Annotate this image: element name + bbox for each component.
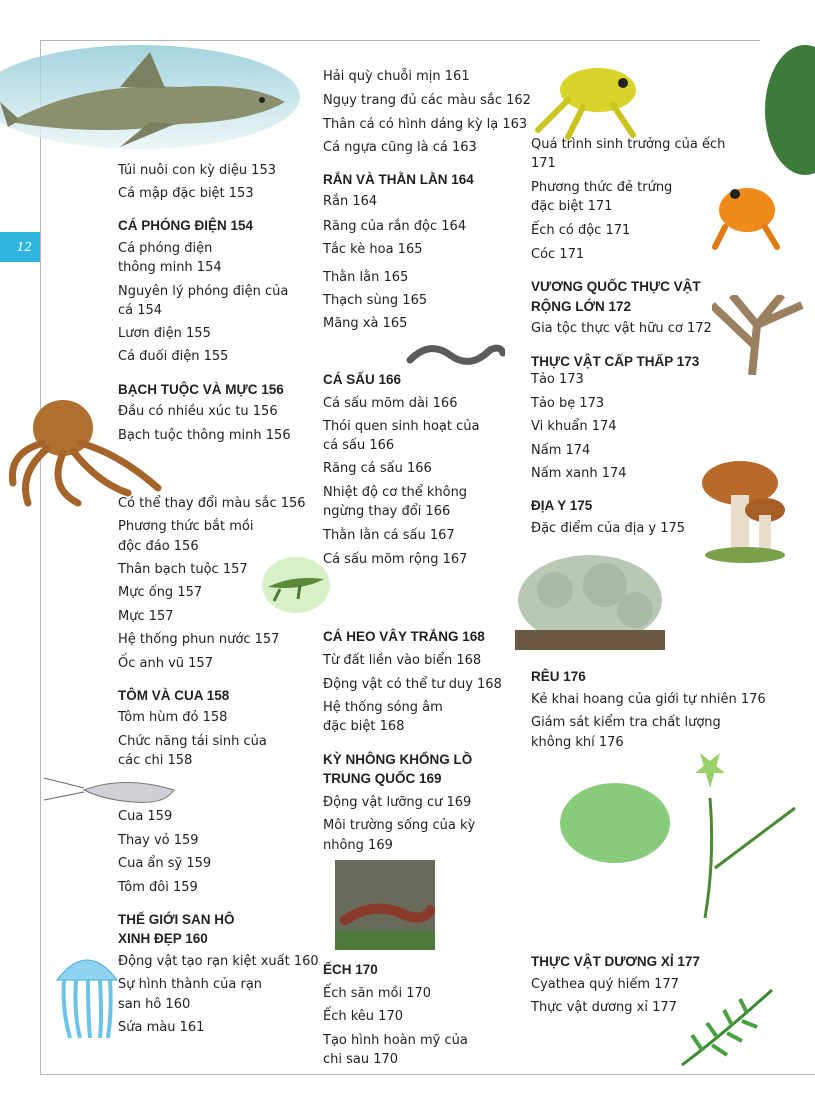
toc-entry: Rắn 164	[323, 194, 378, 209]
toc-entry: nhông 169	[323, 838, 393, 853]
toc-entry: Có thể thay đổi màu sắc 156	[118, 496, 306, 511]
toc-entry: thông minh 154	[118, 260, 222, 275]
frog-illustration-top	[528, 45, 643, 140]
toc-section-heading: THẾ GIỚI SAN HÔ	[118, 912, 235, 927]
toc-entry: Cá đuối điện 155	[118, 349, 229, 364]
snake-illustration	[405, 335, 505, 375]
tree-illustration	[712, 295, 815, 375]
toc-entry: Mực ống 157	[118, 585, 203, 600]
toc-entry: Chức năng tái sinh của	[118, 734, 267, 749]
crocodile-illustration	[262, 555, 330, 615]
toc-entry: Cá sấu mõm dài 166	[323, 396, 458, 411]
lichen-illustration	[515, 545, 665, 650]
toc-entry: Thay vỏ 159	[118, 833, 199, 848]
toc-entry: Cua ẩn sỹ 159	[118, 856, 212, 871]
toc-entry: Thân bạch tuộc 157	[118, 562, 248, 577]
toc-entry: các chi 158	[118, 753, 193, 768]
toc-section-heading: CÁ SẤU 166	[323, 372, 402, 387]
toc-entry: Thân cá có hình dáng kỳ lạ 163	[323, 117, 528, 132]
toc-entry: Sự hình thành của rạn	[118, 977, 263, 992]
toc-section-heading: CÁ HEO VÂY TRẮNG 168	[323, 629, 485, 644]
toc-entry: Nấm xanh 174	[531, 466, 627, 481]
salamander-photo	[335, 860, 435, 950]
toc-entry: Hệ thống sóng âm	[323, 700, 443, 715]
toc-entry: Thằn lằn 165	[323, 270, 409, 285]
moss-illustration	[555, 748, 805, 923]
toc-entry: Nấm 174	[531, 443, 591, 458]
toc-entry: Ếch kêu 170	[323, 1009, 403, 1024]
jellyfish-illustration	[52, 950, 122, 1040]
toc-entry: Cua 159	[118, 809, 173, 824]
toc-entry: Động vật tạo rạn kiệt xuất 160	[118, 954, 319, 969]
toc-entry: chi sau 170	[323, 1052, 399, 1067]
page-number: 12	[0, 232, 40, 262]
toc-entry: Thực vật dương xỉ 177	[531, 1000, 677, 1015]
toc-entry: Ốc anh vũ 157	[118, 656, 213, 671]
toc-entry: cá 154	[118, 303, 163, 318]
toc-entry: Mãng xà 165	[323, 316, 408, 331]
toc-entry: Nguyên lý phóng điện của	[118, 284, 289, 299]
toc-section-heading: ĐỊA Y 175	[531, 498, 593, 513]
toc-entry: Cá sấu mõm rộng 167	[323, 552, 468, 567]
toc-entry: Cóc 171	[531, 247, 585, 262]
toc-section-heading: THỰC VẬT DƯƠNG XỈ 177	[531, 954, 700, 969]
fern-illustration	[672, 985, 777, 1073]
toc-entry: Mực 157	[118, 609, 174, 624]
toc-section-heading: TÔM VÀ CUA 158	[118, 688, 230, 703]
toc-entry: Tôm đôi 159	[118, 880, 198, 895]
toc-entry: Tạo hình hoàn mỹ của	[323, 1033, 468, 1048]
shark-illustration	[0, 42, 300, 152]
toc-entry: Túi nuôi con kỳ diệu 153	[118, 163, 276, 178]
toc-entry: Kẻ khai hoang của giới tự nhiên 176	[531, 692, 766, 707]
toc-section-heading: ẾCH 170	[323, 962, 378, 977]
toc-section-heading: TRUNG QUỐC 169	[323, 771, 442, 786]
toc-entry: Tắc kè hoa 165	[323, 242, 423, 257]
toc-entry: Sứa màu 161	[118, 1020, 205, 1035]
toc-entry: san hô 160	[118, 997, 191, 1012]
toc-section-heading: KỲ NHÔNG KHỔNG LỒ	[323, 752, 473, 767]
toc-entry: Ếch có độc 171	[531, 223, 631, 238]
toc-entry: Cyathea quý hiếm 177	[531, 977, 679, 992]
toc-entry: Đầu có nhiều xúc tu 156	[118, 404, 278, 419]
toc-entry: Thạch sùng 165	[323, 293, 428, 308]
toc-entry: Phương thức bắt mồi	[118, 519, 254, 534]
toc-entry: 171	[531, 156, 556, 171]
toc-entry: Bạch tuộc thông minh 156	[118, 428, 291, 443]
toc-entry: Hải quỳ chuỗi mịn 161	[323, 69, 470, 84]
toc-entry: Đặc điểm của địa y 175	[531, 521, 686, 536]
toc-entry: Cá mập đặc biệt 153	[118, 186, 254, 201]
toc-entry: Động vật có thể tư duy 168	[323, 677, 502, 692]
toc-entry: Răng cá sấu 166	[323, 461, 432, 476]
toc-entry: Phương thức đẻ trứng	[531, 180, 673, 195]
toc-entry: Thói quen sinh hoạt của	[323, 419, 480, 434]
frame-left-line	[40, 40, 41, 1074]
toc-entry: Quá trình sinh trưởng của ếch	[531, 137, 726, 152]
toc-section-heading: RẮN VÀ THẰN LẰN 164	[323, 172, 474, 187]
toc-entry: Hệ thống phun nước 157	[118, 632, 280, 647]
toc-entry: Ếch săn mồi 170	[323, 986, 432, 1001]
toc-entry: đặc biệt 171	[531, 199, 613, 214]
toc-entry: độc đáo 156	[118, 539, 199, 554]
toc-entry: không khí 176	[531, 735, 624, 750]
toc-entry: Răng của rắn độc 164	[323, 219, 467, 234]
toc-entry: Tảo 173	[531, 372, 584, 387]
toc-entry: cá sấu 166	[323, 438, 395, 453]
toc-section-heading: CÁ PHÓNG ĐIỆN 154	[118, 218, 254, 233]
toc-entry: Nhiệt độ cơ thể không	[323, 485, 468, 500]
toc-entry: Từ đất liền vào biển 168	[323, 653, 482, 668]
orange-frog-illustration	[705, 172, 785, 250]
toc-entry: Vi khuẩn 174	[531, 419, 617, 434]
toc-entry: Động vật lưỡng cư 169	[323, 795, 472, 810]
toc-entry: đặc biệt 168	[323, 719, 405, 734]
toc-entry: Giám sát kiểm tra chất lượng	[531, 715, 721, 730]
mushroom-illustration	[695, 455, 790, 565]
toc-section-heading: VƯƠNG QUỐC THỰC VẬT	[531, 279, 701, 294]
toc-section-heading: BẠCH TUỘC VÀ MỰC 156	[118, 382, 284, 397]
forest-photo	[760, 40, 815, 175]
toc-entry: Cá phóng điện	[118, 241, 213, 256]
toc-entry: ngừng thay đổi 166	[323, 504, 451, 519]
frame-bottom-line	[40, 1074, 815, 1075]
toc-entry: Lươn điện 155	[118, 326, 211, 341]
frame-top-line	[40, 40, 815, 41]
toc-section-heading: THỰC VẬT CẤP THẤP 173	[531, 354, 700, 369]
toc-entry: Ngụy trang đủ các màu sắc 162	[323, 93, 531, 108]
toc-entry: Tảo bẹ 173	[531, 396, 605, 411]
toc-entry: Tôm hùm đỏ 158	[118, 710, 228, 725]
toc-entry: Môi trường sống của kỳ	[323, 818, 476, 833]
toc-section-heading: RỘNG LỚN 172	[531, 299, 632, 314]
toc-section-heading: XINH ĐẸP 160	[118, 931, 208, 946]
toc-entry: Gia tộc thực vật hữu cơ 172	[531, 321, 712, 336]
toc-entry: Cá ngựa cũng là cá 163	[323, 140, 477, 155]
toc-entry: Thằn lằn cá sấu 167	[323, 528, 455, 543]
toc-section-heading: RÊU 176	[531, 669, 586, 684]
